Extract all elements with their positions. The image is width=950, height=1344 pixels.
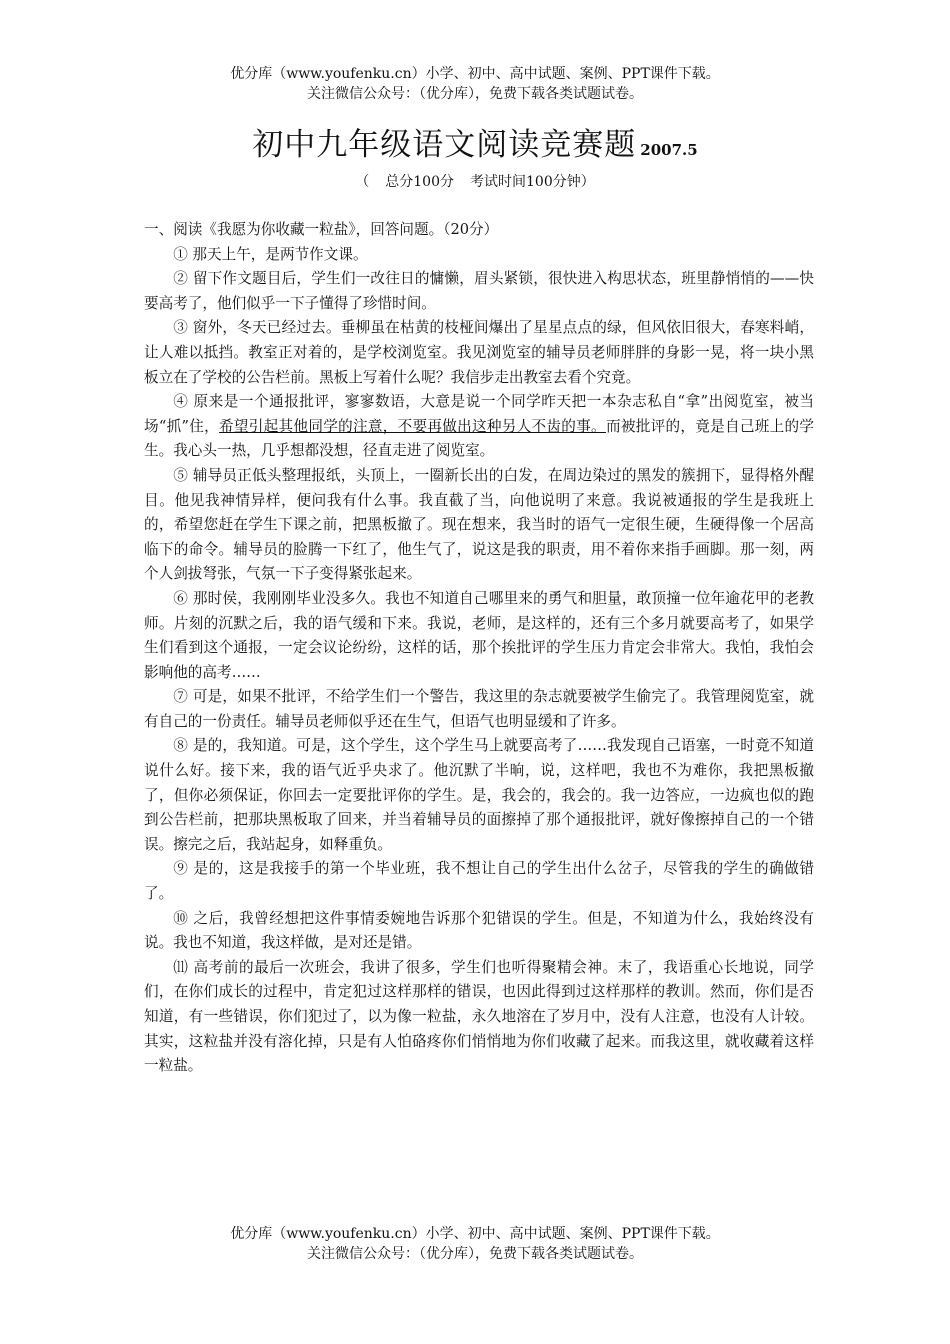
- page-header: [0, 64, 950, 104]
- paragraph-7: ⑦ 可是，如果不批评，不给学生们一个警告，我这里的杂志就要被学生偷完了。我管理阅览室，就有自己的一份责任。辅导员老师似乎还在生气，但语气也明显缓和了许多。: [144, 688, 814, 730]
- header-line-1: 优分库（www.youfenku.cn）小学、初中、高中试题、案例、PPT课件下载。: [230, 66, 720, 82]
- footer-line-1: 优分库（www.youfenku.cn）小学、初中、高中试题、案例、PPT课件下载。: [230, 1226, 720, 1242]
- paragraph-2: ② 留下作文题目后，学生们一改往日的慵懒，眉头紧锁，很快进入构思状态，班里静悄悄的——快要高考了，他们似乎一下子懂得了珍惜时间。: [144, 270, 814, 312]
- paragraph-4-start: ④ 原来是一个通报批评，寥寥数语，大意是说一个同学昨天把一本杂志私自“拿”出阅览室，被当场“抓”住，: [144, 393, 814, 435]
- title-date: 2007.5: [640, 141, 698, 159]
- paragraph-10: ⑩ 之后，我曾经想把这件事情委婉地告诉那个犯错误的学生。但是，不知道为什么，我始终没有说。我也不知道，我这样做，是对还是错。: [144, 909, 814, 952]
- paragraph-5: ⑤ 辅导员正低头整理报纸，头顶上，一圈新长出的白发，在周边染过的黑发的簇拥下，显得格外醒目。他见我神情异样，便问我有什么事。我直截了当，向他说明了来意。我说被通报的学生是我班上的，希望您赶在学生下课之前，把黑板撤了。现在想来，我当时的语气一定很生硬，生硬得像一个居高临下的命令。辅导员的脸腾一下红了，他生气了，说这是我的职责，用不着你来指手画脚。那一刻，两个人剑拔弩张，气氛一下子变得紧张起来。: [144, 466, 814, 583]
- exam-time: 考试时间100分钟）: [470, 174, 595, 190]
- total-score: 总分100分: [385, 174, 454, 190]
- paragraph-11: ⑾ 高考前的最后一次班会，我讲了很多，学生们也听得聚精会神。末了，我语重心长地说，同学们，在你们成长的过程中，肯定犯过这样那样的错误，也因此得到过这样那样的教训。然而，你们是否知道，有一些错误，你们犯过了，以为像一粒盐，永久地溶在了岁月中，没有人注意，也没有人计较。其实，这粒盐并没有溶化掉，只是有人怕硌疼你们悄悄地为你们收藏了起来。而我这里，就收藏着这样一粒盐。: [144, 958, 814, 1075]
- page-title: [0, 123, 950, 172]
- exam-info: [0, 172, 950, 192]
- footer-line-2: 关注微信公众号：（优分库），免费下载各类试题试卷。: [307, 1246, 643, 1262]
- underlined-sentence: 希望引起其他同学的注意，不要再做出这种另人不齿的事。: [219, 417, 606, 435]
- page-footer: [0, 1224, 950, 1264]
- exam-info-open: （: [355, 174, 370, 190]
- title-main: 初中九年级语文阅读竞赛题: [252, 127, 637, 163]
- question-heading: 一、阅读《我愿为你收藏一粒盐》，回答问题。（20分）: [144, 221, 499, 238]
- paragraph-6: ⑥ 那时侯，我刚刚毕业没多久。我也不知道自己哪里来的勇气和胆量，敢顶撞一位年逾花甲的老教师。片刻的沉默之后，我的语气缓和下来。我说，老师，是这样的，还有三个多月就要高考了，如果学生们看到这个通报，一定会议论纷纷，这样的话，那个挨批评的学生压力肯定会非常大。我怕，我怕会影响他的高考……: [144, 589, 814, 681]
- paragraph-4-end: 而被批评的，竟是自己班上的学生。我心头一热，几乎想都没想，径直走进了阅览室。: [144, 417, 814, 460]
- header-line-2: 关注微信公众号：（优分库），免费下载各类试题试卷。: [307, 86, 643, 102]
- paragraph-4: [144, 390, 814, 464]
- paragraph-1: ① 那天上午，是两节作文课。: [173, 245, 368, 263]
- paragraph-8: ⑧ 是的，我知道。可是，这个学生，这个学生马上就要高考了……我发现自己语塞，一时竟不知道说什么好。接下来，我的语气近乎央求了。他沉默了半晌，说，这样吧，我也不为难你，我把黑板撤了，但你必须保证，你回去一定要批评你的学生。是，我会的，我会的。我一边答应，一边疯也似的跑到公告栏前，把那块黑板取了回来，并当着辅导员的面擦掉了那个通报批评，就好像擦掉自己的一个错误。擦完之后，我站起身，如释重负。: [144, 737, 814, 853]
- paragraph-9: ⑨ 是的，这是我接手的第一个毕业班，我不想让自己的学生出什么岔子，尽管我的学生的确做错了。: [144, 860, 814, 903]
- paragraph-3: ③ 窗外，冬天已经过去。垂柳虽在枯黄的枝桠间爆出了星星点点的绿，但风依旧很大，春寒料峭，让人难以抵挡。教室正对着的，是学校浏览室。我见浏览室的辅导员老师胖胖的身影一晃，将一块小黑板立在了学校的公告栏前。黑板上写着什么呢？我信步走出教室去看个究竟。: [144, 319, 814, 386]
- reading-section: [144, 218, 814, 1079]
